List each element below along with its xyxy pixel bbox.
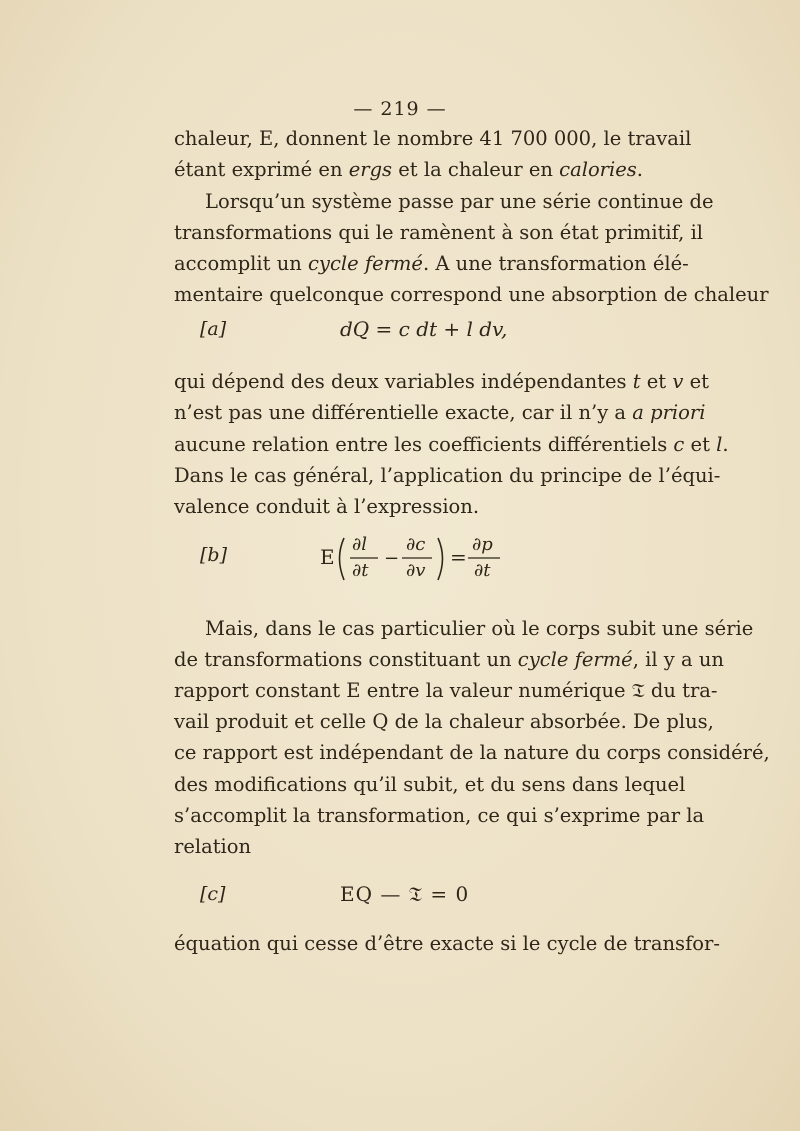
text-segment: ce rapport est indépendant de la nature du corps considéré, bbox=[174, 741, 770, 764]
fraction-denominator: ∂v bbox=[406, 560, 426, 581]
text-line bbox=[205, 187, 714, 217]
text-segment: et bbox=[683, 370, 709, 393]
text-segment: , il y a un bbox=[632, 648, 724, 671]
text-segment: de transformations constituant un bbox=[174, 648, 518, 671]
text-segment: étant exprimé en bbox=[174, 158, 349, 181]
text-segment: relation bbox=[174, 835, 252, 858]
equation-expression: EQ — 𝔗 = 0 bbox=[340, 882, 470, 906]
text-segment: des modifications qu’il subit, et du sens dans lequel bbox=[174, 773, 686, 796]
text-segment: qui dépend des deux variables indépendantes bbox=[174, 370, 633, 393]
equation-label: [a] bbox=[200, 318, 227, 340]
text-line bbox=[174, 707, 714, 737]
fraction-numerator: ∂l bbox=[352, 534, 368, 555]
text-line bbox=[174, 929, 720, 959]
text-line bbox=[174, 155, 641, 185]
text-line bbox=[174, 461, 721, 491]
text-segment: et la chaleur en bbox=[392, 158, 560, 181]
text-segment: vail produit et celle Q de la chaleur absorbée. De plus, bbox=[174, 710, 714, 733]
equation-label: [c] bbox=[200, 883, 226, 905]
italic-term: calories bbox=[559, 158, 637, 181]
text-segment: et bbox=[684, 433, 717, 456]
text-segment: rapport constant E entre la valeur numérique 𝔗 du tra- bbox=[174, 679, 718, 702]
text-segment: s’accomplit la transformation, ce qui s’exprime par la bbox=[174, 804, 705, 827]
text-segment: chaleur, E, donnent le nombre 41 700 000, le travail bbox=[174, 127, 692, 150]
text-segment: n’est pas une différentielle exacte, car il n’y a bbox=[174, 401, 633, 424]
text-line bbox=[174, 492, 641, 522]
text-line bbox=[174, 249, 689, 279]
text-line bbox=[174, 430, 729, 460]
text-line bbox=[174, 367, 709, 397]
italic-variable: v bbox=[672, 370, 684, 393]
right-parenthesis bbox=[438, 538, 443, 580]
minus-operator: − bbox=[384, 548, 400, 569]
text-segment: Dans le cas général, l’application du principe de l’équi- bbox=[174, 464, 721, 487]
text-line bbox=[174, 218, 704, 248]
italic-variable: t bbox=[632, 370, 641, 393]
fraction-denominator: ∂t bbox=[474, 560, 491, 581]
italic-variable: l bbox=[716, 433, 723, 456]
text-segment: . A une transformation élé- bbox=[422, 252, 689, 275]
partial-derivative-equation bbox=[320, 528, 520, 586]
text-line bbox=[174, 280, 769, 310]
text-line bbox=[174, 676, 718, 706]
text-segment: aucune relation entre les coefficients différentiels bbox=[174, 433, 674, 456]
italic-term: cycle fermé bbox=[308, 252, 423, 275]
text-line bbox=[174, 738, 770, 768]
page-number: — 219 — bbox=[353, 98, 447, 120]
fraction-numerator: ∂c bbox=[406, 534, 426, 555]
text-line bbox=[205, 614, 754, 644]
left-parenthesis bbox=[340, 538, 345, 580]
text-line bbox=[174, 645, 724, 675]
coefficient-e: E bbox=[320, 545, 335, 569]
equation-label: [b] bbox=[200, 544, 227, 566]
text-segment: . bbox=[722, 433, 729, 456]
text-line bbox=[174, 124, 692, 154]
text-segment: transformations qui le ramènent à son état primitif, il bbox=[174, 221, 704, 244]
text-segment: Mais, dans le cas particulier où le corps subit une série bbox=[205, 617, 754, 640]
equation-expression: dQ = c dt + l dv, bbox=[340, 317, 508, 341]
text-segment: Lorsqu’un système passe par une série continue de bbox=[205, 190, 714, 213]
text-line bbox=[174, 832, 641, 862]
italic-term: cycle fermé bbox=[517, 648, 633, 671]
equals-sign: = bbox=[450, 545, 467, 569]
text-segment: accomplit un bbox=[174, 252, 309, 275]
text-segment: valence conduit à l’expression. bbox=[174, 495, 480, 518]
text-segment: et bbox=[640, 370, 673, 393]
text-line bbox=[174, 398, 706, 428]
italic-term: a priori bbox=[632, 401, 706, 424]
text-segment: . bbox=[636, 158, 643, 181]
italic-variable: c bbox=[673, 433, 685, 456]
italic-term: ergs bbox=[348, 158, 393, 181]
text-line bbox=[174, 770, 686, 800]
text-segment: mentaire quelconque correspond une absorption de chaleur bbox=[174, 283, 769, 306]
fraction-denominator: ∂t bbox=[352, 560, 369, 581]
text-line bbox=[174, 801, 705, 831]
text-segment: équation qui cesse d’être exacte si le cycle de transfor- bbox=[174, 932, 720, 955]
fraction-numerator: ∂p bbox=[472, 534, 493, 555]
